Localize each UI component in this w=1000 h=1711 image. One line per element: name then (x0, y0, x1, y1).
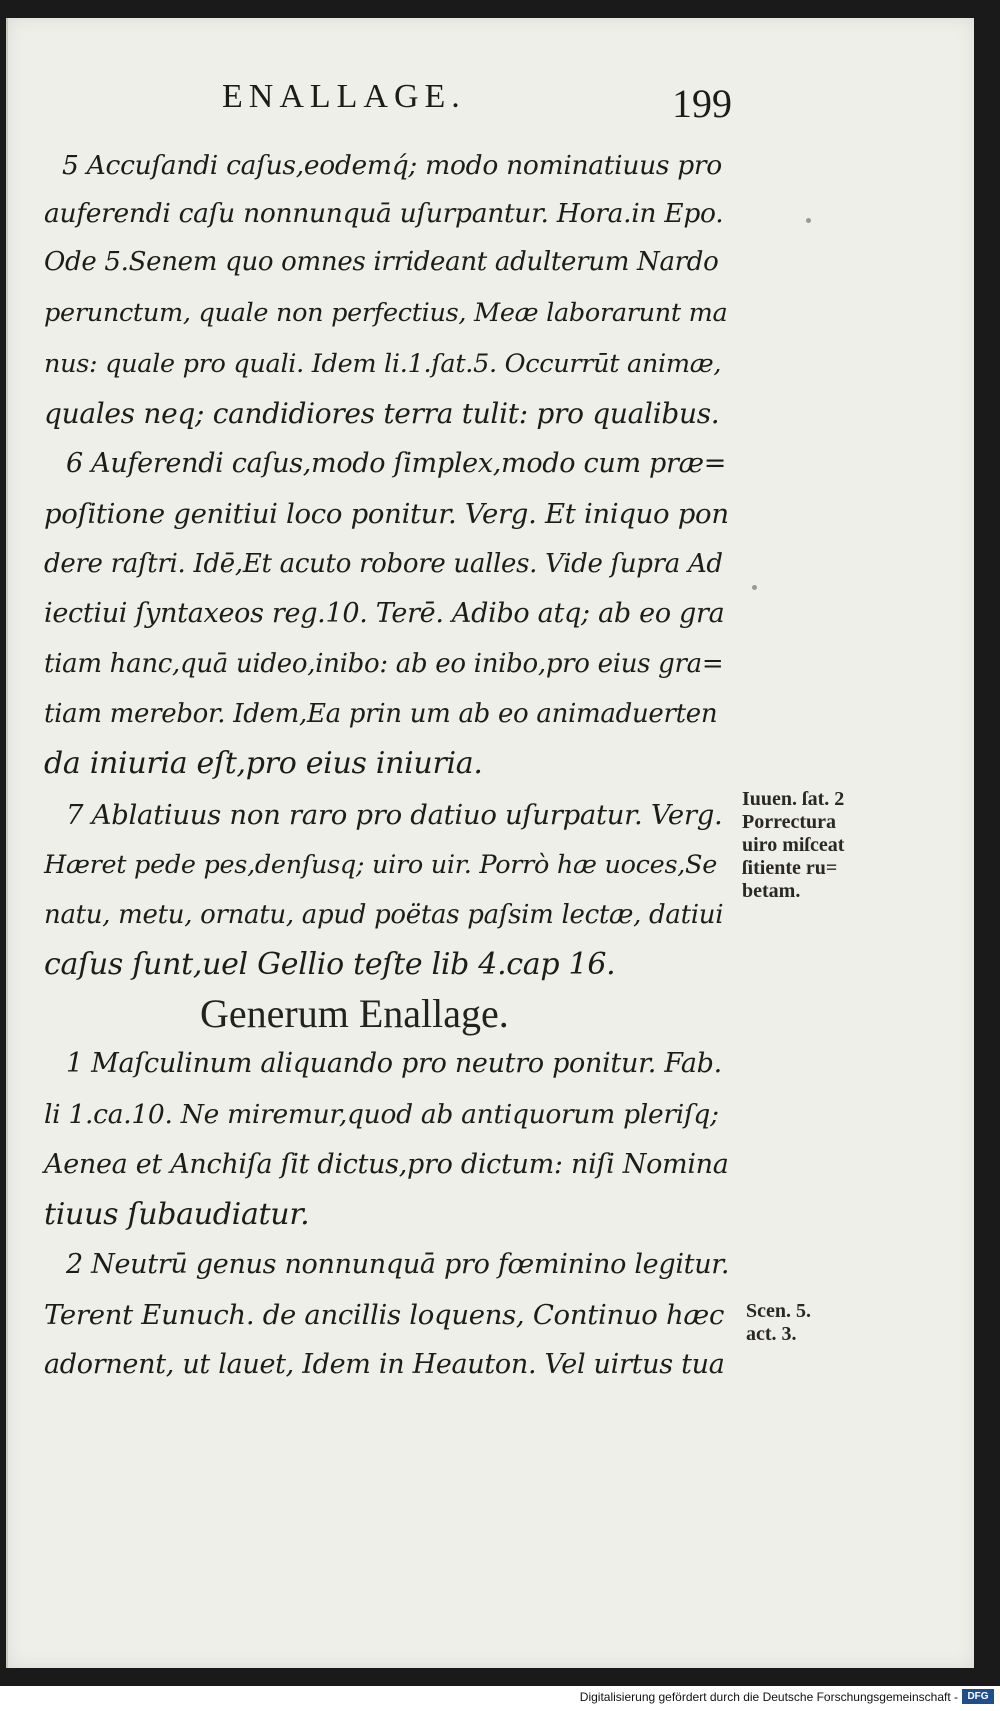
running-title: ENALLAGE. (222, 78, 466, 115)
page-number: 199 (672, 81, 732, 126)
margin-note-line: betam. (742, 880, 801, 902)
text-line: Hæret pede pes,denſusq; uiro uir. Porrò hæ uoces,Se (44, 850, 718, 880)
digitization-credit: Digitalisierung gefördert durch die Deutsche Forschungsgemeinschaft - (579, 1690, 958, 1704)
margin-note (746, 1300, 811, 1346)
text-line: perunctum, quale non perfectius, Meæ laborarunt ma (44, 298, 728, 328)
text-line: adornent, ut lauet, Idem in Heauton. Vel uirtus tua (44, 1349, 725, 1380)
text-line: caſus ſunt,uel Gellio teſte lib 4.cap 16. (44, 947, 616, 982)
paper-speck (806, 218, 811, 223)
text-line: Aenea et Anchiſa ſit dictus,pro dictum: niſi Nomina (44, 1149, 729, 1180)
margin-note-line: Scen. 5. (746, 1300, 811, 1322)
text-line: tiam hanc,quā uideo,inibo: ab eo inibo,pro eius gra= (44, 649, 724, 679)
section-title: Generum Enallage. (200, 991, 509, 1036)
text-line: poſitione genitiui loco ponitur. Verg. Et iniquo pon (44, 498, 729, 530)
margin-note-line: uiro miſceat (742, 834, 845, 856)
text-line: dere raſtri. Idē,Et acuto robore ualles. Vide ſupra Ad (44, 549, 723, 579)
dfg-logo-icon: DFG (962, 1689, 994, 1704)
text-line: natu, metu, ornatu, apud poëtas paſsim lectæ, datiui (44, 900, 724, 930)
text-line: 5 Accuſandi caſus,eodemq́; modo nominatiuus pro (62, 150, 722, 181)
text-line: Terent Eunuch. de ancillis loquens, Continuo hæc (44, 1299, 725, 1331)
text-line: tiam merebor. Idem,Ea prin um ab eo animaduerten (44, 699, 718, 729)
text-line: 2 Neutrū genus nonnunquā pro fœminino legitur. (66, 1249, 730, 1280)
margin-note-line: act. 3. (746, 1323, 797, 1345)
text-line: quales neq; candidiores terra tulit: pro qualibus. (44, 397, 720, 430)
margin-note (742, 788, 844, 903)
text-line: iectiui ſyntaxeos reg.10. Terē. Adibo atq; ab eo gra (44, 598, 725, 629)
paper-speck (752, 585, 757, 590)
text-line: li 1.ca.10. Ne miremur,quod ab antiquorum pleriſq; (44, 1099, 719, 1130)
text-line: 1 Maſculinum aliquando pro neutro ponitur. Fab. (66, 1048, 722, 1079)
text-line: da iniuria eſt,pro eius iniuria. (44, 746, 483, 781)
text-line: nus: quale pro quali. Idem li.1.ſat.5. Occurrūt animæ, (44, 349, 722, 379)
text-line: tiuus ſubaudiatur. (44, 1197, 310, 1232)
text-line: auferendi caſu nonnunquā uſurpantur. Hora.in Epo. (44, 198, 724, 229)
margin-note-line: Porrectura (742, 811, 837, 833)
text-line: Ode 5.Senem quo omnes irrideant adulterum Nardo (44, 247, 719, 277)
margin-note-line: Iuuen. ſat. 2 (742, 788, 845, 810)
text-line: 6 Auferendi caſus,modo ſimplex,modo cum præ= (66, 448, 727, 479)
text-line: 7 Ablatiuus non raro pro datiuo uſurpatur. Verg. (66, 799, 723, 831)
margin-note-line: ſitiente ru= (742, 857, 838, 879)
